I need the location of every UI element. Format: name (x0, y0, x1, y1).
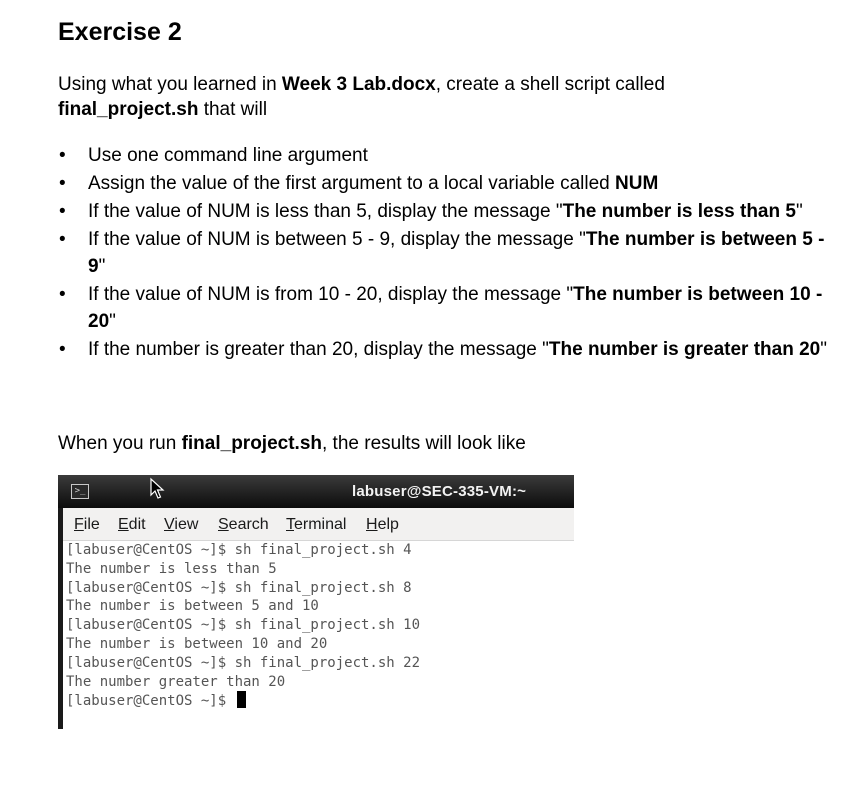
list-item-text: If the value of NUM is between 5 - 9, display the message " (88, 229, 586, 250)
list-item (58, 142, 838, 169)
menu-label: iew (174, 516, 199, 533)
menu-mnemonic: F (74, 516, 84, 533)
outro-text-1: When you run (58, 433, 182, 454)
menu-label: earch (228, 516, 269, 533)
terminal-screenshot (58, 475, 574, 729)
list-item-text: Use one command line argument (88, 145, 368, 166)
intro-bold-lab-doc: Week 3 Lab.docx (281, 74, 436, 95)
intro-bold-script-name: final_project.sh (58, 99, 199, 120)
list-item (58, 281, 838, 335)
menu-label: dit (128, 516, 146, 533)
list-item (58, 170, 838, 197)
menu-search[interactable] (218, 516, 269, 534)
list-item-quote: " (98, 256, 106, 277)
requirements-list (58, 142, 838, 364)
list-item (58, 198, 838, 225)
menu-mnemonic: H (366, 516, 378, 533)
menu-edit[interactable] (118, 516, 146, 534)
menu-mnemonic: S (218, 516, 229, 533)
bullet-icon: • (59, 201, 66, 222)
list-item-text: If the number is greater than 20, display the message " (88, 339, 549, 360)
bullet-icon: • (59, 173, 66, 194)
terminal-icon: >_ (71, 484, 89, 499)
terminal-menubar (63, 508, 574, 541)
list-item-bold: The number is between 10 - 20 (88, 284, 823, 332)
bullet-icon: • (59, 145, 66, 166)
terminal-line: The number is between 10 and 20 (66, 635, 328, 652)
terminal-line: [labuser@CentOS ~]$ sh final_project.sh 22 (66, 654, 421, 671)
list-item-quote: " (795, 201, 803, 222)
terminal-titlebar (58, 475, 574, 508)
menu-view[interactable] (164, 516, 198, 534)
list-item-bold: The number is greater than 20 (548, 339, 821, 360)
outro-text-2: , the results will look like (322, 433, 526, 454)
menu-label: elp (377, 516, 399, 533)
menu-label: ile (83, 516, 100, 533)
terminal-line: [labuser@CentOS ~]$ sh final_project.sh 8 (66, 579, 412, 596)
list-item-quote: " (109, 311, 116, 332)
terminal-prompt: [labuser@CentOS ~]$ (66, 693, 235, 710)
menu-label: erminal (294, 516, 347, 533)
list-item (58, 336, 838, 363)
list-item-text: Assign the value of the first argument to a local variable called (88, 173, 616, 194)
intro-text-3: that will (198, 99, 268, 120)
intro-text-1: Using what you learned in (58, 74, 282, 95)
list-item (58, 226, 838, 280)
menu-mnemonic: V (164, 516, 175, 533)
outro-bold-script-name: final_project.sh (181, 433, 322, 454)
bullet-icon: • (59, 284, 66, 305)
terminal-line: The number is less than 5 (66, 560, 277, 577)
window-border (58, 508, 63, 729)
bullet-icon: • (59, 229, 66, 250)
list-item-bold: NUM (615, 173, 659, 194)
terminal-line: [labuser@CentOS ~]$ sh final_project.sh 10 (66, 617, 421, 634)
list-item-quote: " (820, 339, 827, 360)
text-cursor (237, 691, 246, 708)
intro-paragraph (58, 72, 778, 122)
terminal-line: [labuser@CentOS ~]$ sh final_project.sh 4 (66, 542, 412, 558)
list-item-bold: The number is between 5 - 9 (88, 229, 825, 277)
terminal-title: labuser@SEC-335-VM:~ (352, 483, 527, 500)
page-title: Exercise 2 (58, 18, 182, 46)
terminal-prompt-line (66, 691, 420, 711)
terminal-line: The number greater than 20 (66, 673, 286, 690)
list-item-bold: The number is less than 5 (562, 201, 796, 222)
menu-mnemonic: T (286, 516, 294, 533)
menu-file[interactable] (74, 516, 100, 534)
list-item-text: If the value of NUM is less than 5, display the message " (88, 201, 563, 222)
mouse-pointer-icon (148, 477, 168, 501)
menu-terminal[interactable] (286, 516, 346, 534)
menu-mnemonic: E (118, 516, 129, 533)
terminal-line: The number is between 5 and 10 (66, 598, 319, 615)
outro-paragraph (58, 431, 526, 456)
terminal-output[interactable] (66, 541, 420, 711)
menu-help[interactable] (366, 516, 399, 534)
list-item-text: If the value of NUM is from 10 - 20, display the message " (88, 284, 574, 305)
bullet-icon: • (59, 339, 66, 360)
intro-text-2: , create a shell script called (435, 74, 665, 95)
